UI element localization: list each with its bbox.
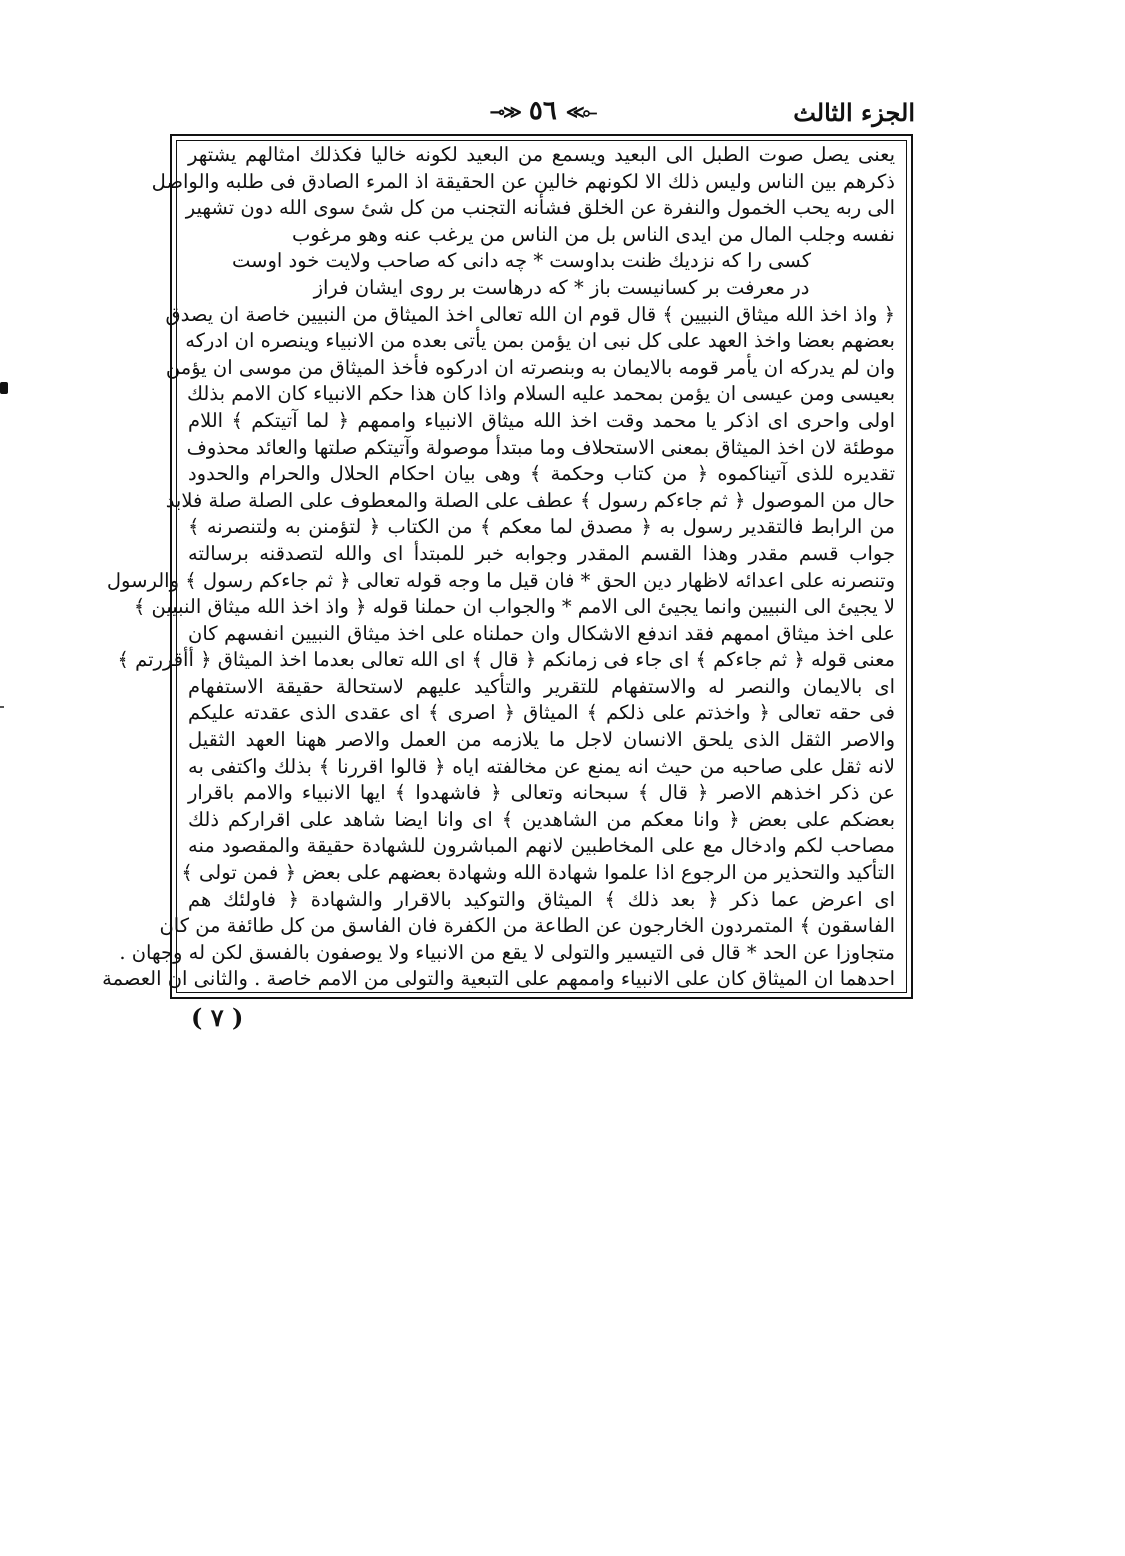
- text-line: والاصر الثقل الذى يلحق الانسان لاجل ما يلازمه من العمل والاصر ههنا العهد الثقيل: [188, 728, 895, 752]
- text-line: عن ذكر اخذهم الاصر ﴿ قال ﴾ سبحانه وتعالى ﴿ فاشهدوا ﴾ ايها الانبياء والامم باقرار: [188, 781, 895, 805]
- text-line: بعضهم بعضا واخذ العهد على كل نبى ان يؤمن بمن يأتى بعده من الانبياء وينصره ان ادركه: [185, 329, 895, 353]
- text-line: على اخذ ميثاق اممهم فقد اندفع الاشكال وان حملناه على اخذ ميثاق النبيين انفسهم كان: [188, 621, 895, 645]
- text-line: احدهما ان الميثاق كان على الانبياء واممهم على التبعية والتولى من الامم خاصة . والثانى ان العصمة: [102, 967, 895, 991]
- text-line: كسى را كه نزديك ظنت بداوست * چه دانى كه صاحب ولايت خود اوست: [231, 249, 812, 273]
- text-line: الفاسقون ﴾ المتمردون الخارجون عن الطاعة من الكفرة فان الفاسق من كل طائفة من كان: [159, 914, 895, 938]
- text-line: بعيسى ومن عيسى ان يؤمن بمحمد عليه السلام واذا كان هذا حكم الانبياء كان الامم بذلك: [186, 382, 895, 406]
- margin-mark-small: [0, 706, 4, 708]
- text-line: اولى واحرى اى اذكر يا محمد وقت اخذ الله ميثاق الانبياء واممهم ﴿ لما آتيتكم ﴾ اللام: [188, 408, 895, 432]
- text-line: اى بالايمان والنصر له والاستفهام للتقرير والتأكيد عليهم لاستحالة حقيقة الاستفهام: [188, 674, 895, 698]
- left-ornament-icon: ⊸≫: [489, 101, 520, 123]
- margin-mark: [0, 382, 8, 394]
- text-line: من الرابط فالتقدير رسول به ﴿ مصدق لما معكم ﴾ من الكتاب ﴿ لتؤمنن به ولتنصرنه ﴾: [188, 515, 895, 539]
- right-ornament-icon: ≪⟜: [565, 101, 596, 123]
- page-number-ornament: [490, 96, 595, 126]
- text-line: موطئة لان اخذ الميثاق بمعنى الاستحلاف وما مبتدأ موصولة وآتيتكم صلتها والعائد محذوف: [186, 435, 895, 459]
- text-line: بعضكم على بعض ﴿ وانا معكم من الشاهدين ﴾ اى وانا ايضا شاهد على اقراركم ذلك: [188, 807, 895, 831]
- text-line: يعنى يصل صوت الطبل الى البعيد ويسمع من البعيد لكونه خاليا فكذلك امثالهم يشتهر: [188, 143, 895, 166]
- text-line: لانه ثقل على صاحبه من حيث انه يمنع عن مخالفته اياه ﴿ قالوا اقررنا ﴾ بذلك واكتفى به: [188, 754, 895, 778]
- text-line: حال من الموصول ﴿ ثم جاءكم رسول ﴾ عطف على الصلة والمعطوف على الصلة صلة فلابد: [165, 488, 895, 512]
- text-line: در معرفت بر كسانيست باز * كه درهاست بر روى ايشان فراز: [313, 275, 810, 299]
- text-line: اى اعرض عما ذكر ﴿ بعد ذلك ﴾ الميثاق والتوكيد بالاقرار والشهادة ﴿ فاولئك هم: [188, 887, 895, 911]
- text-line: التأكيد والتحذير من الرجوع اذا علموا شهادة الله وشهادة بعضهم على بعض ﴿ فمن تولى ﴾: [181, 861, 895, 885]
- text-body: [102, 142, 895, 991]
- text-line: متجاوزا عن الحد * قال فى التيسير والتولى لا يقع من الانبياء ولا يوصفون بالفسق لكن له وجهان .: [119, 940, 895, 964]
- signature-mark: ( ٧ ): [191, 1003, 244, 1033]
- text-line: وان لم يدركه ان يأمر قومه بالايمان به وبنصرته ان ادركوه فأخذ الميثاق من موسى ان يؤمن: [165, 355, 895, 379]
- text-line: جواب قسم مقدر وهذا القسم المقدر وجوابه خبر للمبتدأ اى والله لتصدقنه برسالته: [188, 541, 895, 565]
- text-line: ذكرهم بين الناس وليس ذلك الا لكونهم خالين عن الحقيقة اذ المرء الصادق فى طلبه والواصل: [151, 169, 895, 193]
- text-line: الى ربه يحب الخمول والنفرة عن الخلق فشأنه التجنب من كل شئ سوى الله دون تشهير: [185, 196, 895, 220]
- page-header: [170, 96, 915, 138]
- text-line: معنى قوله ﴿ ثم جاءكم ﴾ اى جاء فى زمانكم ﴿ قال ﴾ اى الله تعالى بعدما اخذ الميثاق ﴿ أأقررتم ﴾: [117, 648, 895, 672]
- text-line: تقديره للذى آتيناكموه ﴿ من كتاب وحكمة ﴾ وهى بيان احكام الحلال والحرام والحدود: [188, 462, 895, 486]
- text-line: ﴿ واذ اخذ الله ميثاق النبيين ﴾ قال قوم ان الله تعالى اخذ الميثاق من النبيين خاصة ان يصدق: [165, 302, 895, 326]
- page-number: ٥٦: [528, 96, 557, 126]
- text-line: فى حقه تعالى ﴿ واخذتم على ذلكم ﴾ الميثاق ﴿ اصرى ﴾ اى عقدى الذى عقدته عليكم: [188, 701, 895, 725]
- text-line: نفسه وجلب المال من ايدى الناس بل من الناس من يرغب عنه وهو مرغوب: [291, 222, 895, 246]
- text-line: لا يجيئ الى النبيين وانما يجيئ الى الامم * والجواب ان حملنا قوله ﴿ واذ اخذ الله ميثاق النبيين ﴾: [133, 595, 895, 619]
- text-line: وتنصرنه على اعدائه لاظهار دين الحق * فان قيل ما وجه قوله تعالى ﴿ ثم جاءكم رسول ﴾ والرسول: [106, 568, 895, 592]
- volume-label: الجزء الثالث: [793, 98, 915, 127]
- text-line: مصاحب لكم وادخال مع على المخاطبين لانهم المباشرون للشهادة حقيقة والمقصود منه: [188, 834, 895, 858]
